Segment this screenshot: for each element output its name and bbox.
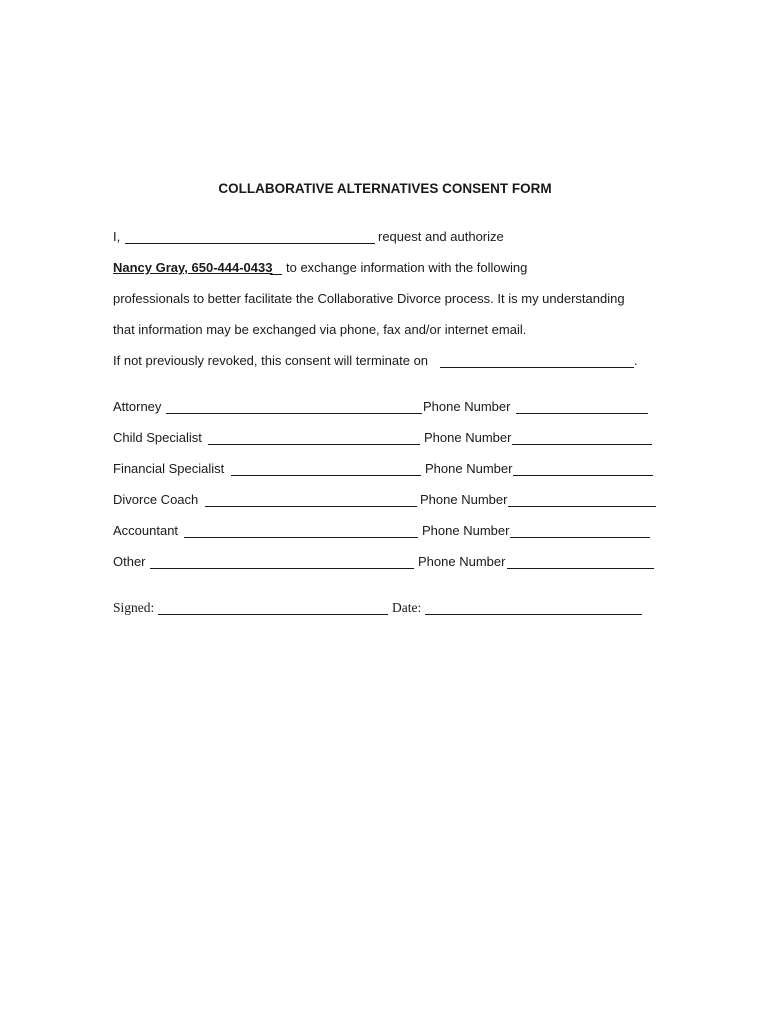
attorney-phone-field[interactable] (516, 413, 648, 414)
accountant-name-field[interactable] (184, 537, 418, 538)
signature-date-field[interactable] (425, 614, 642, 615)
financial-specialist-name-field[interactable] (231, 475, 421, 476)
form-title: COLLABORATIVE ALTERNATIVES CONSENT FORM (218, 181, 552, 196)
child-specialist-name-field[interactable] (208, 444, 420, 445)
divorce-coach-name-field[interactable] (205, 506, 417, 507)
accountant-phone-label: Phone Number (422, 523, 510, 538)
attorney-phone-label: Phone Number (423, 399, 511, 414)
provider-name: Nancy Gray, 650-444-0433 (113, 260, 273, 275)
divorce-coach-phone-label: Phone Number (420, 492, 508, 507)
line5-prefix: If not previously revoked, this consent will terminate on (113, 353, 429, 368)
accountant-phone-field[interactable] (510, 537, 650, 538)
other-name-field[interactable] (150, 568, 414, 569)
child-specialist-phone-field[interactable] (512, 444, 652, 445)
contact-label-attorney: Attorney (113, 399, 162, 414)
line1-prefix: I, (113, 229, 121, 244)
line3-text: professionals to better facilitate the Collaborative Divorce process. It is my understanding (113, 291, 625, 306)
name-blank-field[interactable] (125, 243, 375, 244)
line5-suffix: . (634, 353, 638, 368)
contact-label-accountant: Accountant (113, 523, 179, 538)
signed-label: Signed: (113, 600, 155, 615)
contact-label-divorce-coach: Divorce Coach (113, 492, 199, 507)
contact-label-financial-specialist: Financial Specialist (113, 461, 225, 476)
provider-underline-extension (270, 274, 282, 275)
line1-suffix: request and authorize (378, 229, 504, 244)
termination-date-blank-field[interactable] (440, 367, 634, 368)
financial-specialist-phone-label: Phone Number (425, 461, 513, 476)
divorce-coach-phone-field[interactable] (508, 506, 656, 507)
line2-suffix: to exchange information with the following (286, 260, 528, 275)
contact-label-other: Other (113, 554, 146, 569)
financial-specialist-phone-field[interactable] (513, 475, 653, 476)
signature-field[interactable] (158, 614, 388, 615)
other-phone-label: Phone Number (418, 554, 506, 569)
attorney-name-field[interactable] (166, 413, 422, 414)
other-phone-field[interactable] (507, 568, 654, 569)
date-label: Date: (392, 600, 422, 615)
line4-text: that information may be exchanged via phone, fax and/or internet email. (113, 322, 527, 337)
child-specialist-phone-label: Phone Number (424, 430, 512, 445)
contact-label-child-specialist: Child Specialist (113, 430, 202, 445)
